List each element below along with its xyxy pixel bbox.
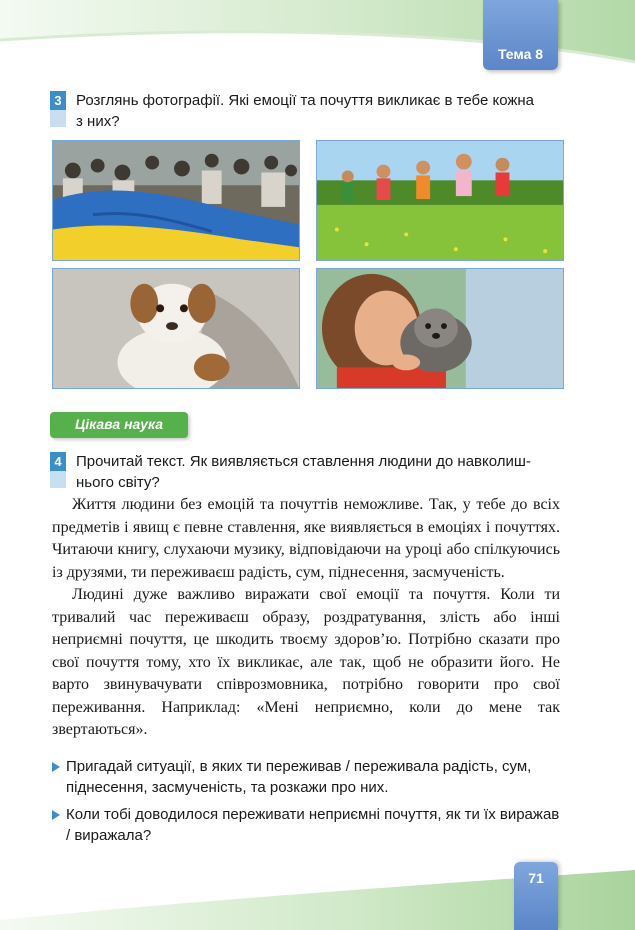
task-4-line-1: Прочитай текст. Як виявляється ставлення людини до навколиш-	[76, 453, 531, 470]
question-text: Коли тобі доводилося переживати неприємні почуття, як ти їх виражав / виражала?	[66, 806, 560, 844]
task-4-marker-shadow	[50, 471, 66, 488]
science-badge	[50, 412, 188, 438]
article-text	[52, 494, 560, 742]
girl-with-puppy-photo	[316, 268, 564, 389]
article-paragraph-2: Людині дуже важливо виражати свої емоції та почуття. Коли ти тривалий час переживаєш образу, роздратування, злість або інші неприємні почуття, це шкодить твоєму здоров’ю. Потрібно сказати про свої почуття тому, хто їх викликає, але так, щоб не образити його. Не варто звинувачувати співрозмовника, потрібно говорити про свої переживання. Наприклад: «Мені неприємно, коли до мене так звертаються».	[52, 586, 560, 738]
page-number-tab	[514, 862, 558, 930]
question-list	[52, 756, 562, 852]
task-3-marker-shadow	[50, 110, 66, 127]
topic-tab	[483, 0, 558, 70]
task-3-number: 3	[50, 91, 66, 110]
triangle-bullet-icon	[52, 762, 60, 772]
question-item	[52, 756, 562, 798]
crowd-with-flag-photo	[52, 140, 300, 261]
task-3-line-2: з них?	[76, 113, 120, 130]
sad-puppy-photo	[52, 268, 300, 389]
task-4-number: 4	[50, 452, 66, 471]
topic-label: Тема 8	[497, 46, 544, 62]
task-4-line-2: нього світу?	[76, 474, 160, 491]
question-text: Пригадай ситуації, в яких ти переживав / переживала радість, сум, піднесення, засмученість, та розкажи про них.	[66, 758, 532, 796]
triangle-bullet-icon	[52, 810, 60, 820]
children-running-photo	[316, 140, 564, 261]
article-paragraph-1: Життя людини без емоцій та почуттів неможливе. Так, у тебе до всіх предметів і явищ є певне ставлення, яке виявляється в емоціях і почуттях. Читаючи книгу, слухаючи музику, відповідаючи на уроці або спілкуючись із друзями, ти переживаєш радість, сум, піднесення, засмученість.	[52, 496, 560, 581]
page-number: 71	[528, 870, 544, 886]
question-item	[52, 804, 562, 846]
science-badge-label: Цікава наука	[75, 416, 163, 432]
task-3-line-1: Розглянь фотографії. Які емоції та почуття викликає в тебе кожна	[76, 92, 535, 109]
